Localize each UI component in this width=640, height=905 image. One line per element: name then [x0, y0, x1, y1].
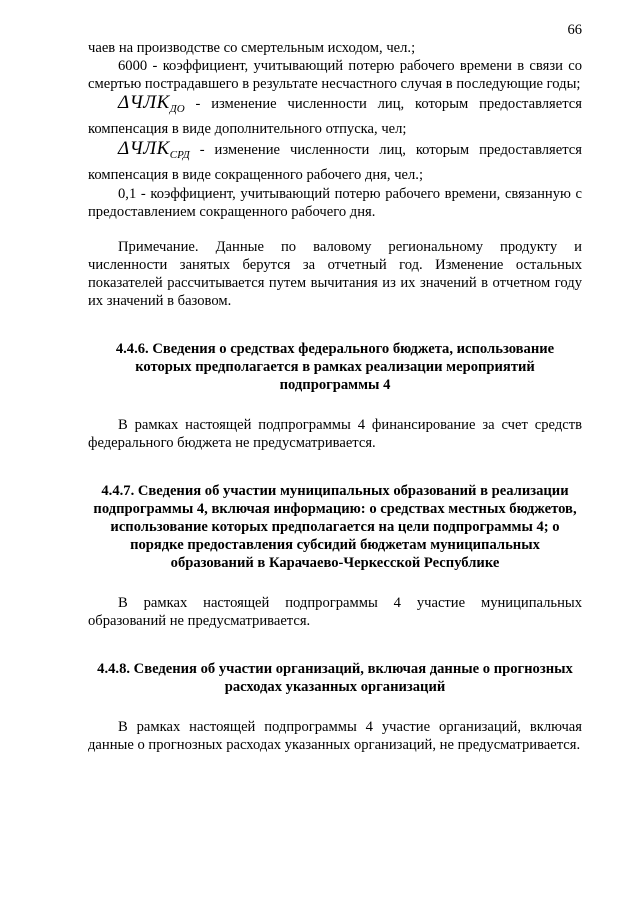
definition-text: - изменение численности лиц, которым предоставляется компенсация в виде сокращенного рабочего дня, чел.;: [88, 142, 582, 183]
section-text: В рамках настоящей подпрограммы 4 финансирование за счет средств федерального бюджета не предусматривается.: [88, 417, 582, 451]
definition-do: [88, 93, 582, 139]
page-number: 66: [567, 22, 582, 38]
section-text: В рамках настоящей подпрограммы 4 участие муниципальных образований не предусматривается.: [88, 595, 582, 629]
text-line: чаев на производстве со смертельным исходом, чел.;: [88, 40, 416, 56]
section-heading: 4.4.8. Сведения об участии организаций, включая данные о прогнозных расходах указанных организаций: [97, 661, 573, 695]
text-paragraph: 6000 - коэффициент, учитывающий потерю рабочего времени в связи со смертью пострадавшего в результате несчастного случая в последующие годы;: [88, 58, 582, 92]
section-text: В рамках настоящей подпрограммы 4 участие организаций, включая данные о прогнозных расходах указанных организаций, не предусматривается.: [88, 719, 582, 753]
text-paragraph: 0,1 - коэффициент, учитывающий потерю рабочего времени, связанную с предоставлением сокращенного рабочего дня.: [88, 186, 582, 220]
page-body: [88, 39, 582, 754]
formula-symbol: $\Delta ЧЛК_{ДО}$: [118, 92, 185, 115]
formula-symbol: $\Delta ЧЛК_{СРД}$: [118, 138, 190, 161]
definition-text: - изменение численности лиц, которым предоставляется компенсация в виде дополнительного отпуска, чел;: [88, 96, 582, 137]
definition-srd: [88, 139, 582, 185]
section-heading: 4.4.7. Сведения об участии муниципальных образований в реализации подпрограммы 4, включая информацию: о средствах местных бюджетов, использование которых предполагается на цели подпрограммы 4; о порядке предоставления субсидий бюджетам муниципальных образований в Карачаево-Черкесской Республике: [93, 483, 577, 571]
note-paragraph: Примечание. Данные по валовому региональному продукту и численности занятых берутся за отчетный год. Изменение остальных показателей рассчитывается путем вычитания из их значений в отчетном году их значений в базовом.: [88, 239, 582, 309]
section-heading: 4.4.6. Сведения о средствах федерального бюджета, использование которых предполагается в рамках реализации мероприятий подпрограммы 4: [115, 341, 555, 393]
